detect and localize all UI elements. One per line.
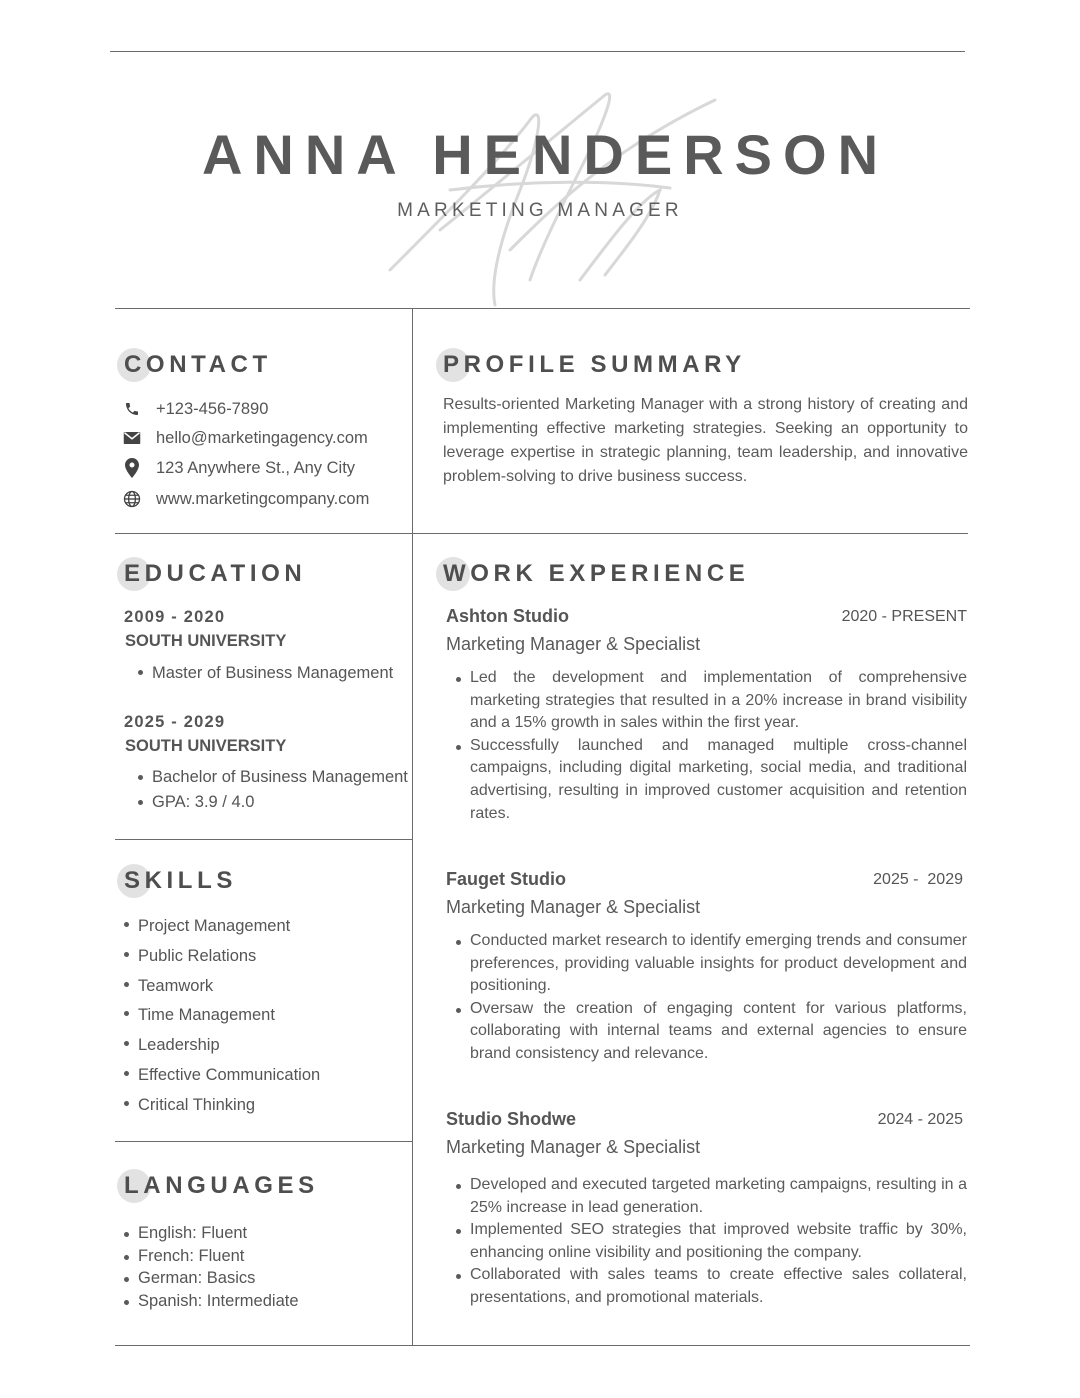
job-bullet: Oversaw the creation of engaging content for various platforms, collaborating with internal teams and external agencies to ensure brand consistency and relevance. bbox=[456, 998, 967, 1066]
job-bullet: Developed and executed targeted marketing campaigns, resulting in a 25% increase in lead generation. bbox=[456, 1174, 967, 1219]
job-entry bbox=[446, 606, 967, 825]
education-years: 2025 - 2029 bbox=[124, 713, 226, 731]
profile-summary-text: Results-oriented Marketing Manager with a strong history of creating and implementing effective marketing strategies. Seeking an opportunity to leverage expertise in strategic planning, team leadership, and innovative problem-solving to drive business success. bbox=[443, 396, 968, 485]
job-dates: 2024 - 2025 bbox=[877, 1111, 963, 1128]
skill-item: Leadership bbox=[124, 1031, 409, 1061]
job-bullet: Collaborated with sales teams to create effective sales collateral, presentations, and promotional materials. bbox=[456, 1264, 967, 1309]
job-dates: 2025 - 2029 bbox=[873, 871, 963, 888]
phone-icon bbox=[122, 399, 142, 419]
contact-website-text: www.marketingcompany.com bbox=[156, 489, 370, 508]
job-role: Marketing Manager & Specialist bbox=[446, 1137, 701, 1157]
job-entry bbox=[446, 1109, 967, 1310]
skill-item: Critical Thinking bbox=[124, 1091, 409, 1121]
skill-item: Teamwork bbox=[124, 972, 409, 1002]
mail-icon bbox=[122, 428, 142, 448]
contact-bottom-rule bbox=[115, 533, 968, 534]
job-role: Marketing Manager & Specialist bbox=[446, 897, 701, 917]
job-bullet: Led the development and implementation of comprehensive marketing strategies that resulted in a 20% increase in brand visibility and a 15% growth in sales within the first year. bbox=[456, 667, 967, 735]
location-pin-icon bbox=[122, 458, 142, 478]
education-years: 2009 - 2020 bbox=[124, 608, 226, 626]
skill-item: Project Management bbox=[124, 912, 409, 942]
contact-phone-text: +123-456-7890 bbox=[156, 399, 269, 418]
job-bullets bbox=[456, 1174, 967, 1310]
education-school: SOUTH UNIVERSITY bbox=[125, 737, 287, 755]
contact-address bbox=[122, 456, 355, 480]
candidate-name: ANNA HENDERSON bbox=[201, 123, 890, 186]
education-detail: Bachelor of Business Management bbox=[138, 765, 409, 790]
job-bullet: Conducted market research to identify emerging trends and consumer preferences, providing valuable insights for product development and positioning. bbox=[456, 930, 967, 998]
education-detail: GPA: 3.9 / 4.0 bbox=[138, 790, 409, 815]
top-rule bbox=[110, 51, 965, 52]
education-detail: Master of Business Management bbox=[138, 660, 409, 686]
education-details bbox=[138, 660, 409, 686]
education-bottom-rule bbox=[115, 839, 413, 840]
skill-item: Time Management bbox=[124, 1001, 409, 1031]
contact-phone bbox=[122, 397, 268, 421]
job-entry bbox=[446, 869, 967, 1066]
skill-item: Effective Communication bbox=[124, 1061, 409, 1091]
language-item: German: Basics bbox=[124, 1267, 409, 1290]
job-title: MARKETING MANAGER bbox=[397, 200, 683, 221]
job-role: Marketing Manager & Specialist bbox=[446, 634, 701, 654]
education-school: SOUTH UNIVERSITY bbox=[125, 632, 287, 650]
contact-email bbox=[122, 426, 368, 450]
education-entry bbox=[124, 711, 409, 815]
education-details bbox=[138, 765, 409, 815]
contact-website bbox=[122, 487, 369, 511]
job-bullets bbox=[456, 930, 967, 1066]
job-dates: 2020 - PRESENT bbox=[841, 608, 967, 625]
job-bullet: Successfully launched and managed multiple cross-channel campaigns, including digital marketing, social media, and traditional advertising, resulting in improved customer acquisition and retention rates. bbox=[456, 735, 967, 825]
skills-bottom-rule bbox=[115, 1141, 413, 1142]
bottom-rule bbox=[115, 1345, 970, 1346]
job-company: Studio Shodwe bbox=[446, 1109, 576, 1129]
contact-address-text: 123 Anywhere St., Any City bbox=[156, 458, 356, 477]
language-item: Spanish: Intermediate bbox=[124, 1290, 409, 1313]
language-item: French: Fluent bbox=[124, 1245, 409, 1268]
job-company: Fauget Studio bbox=[446, 869, 566, 889]
languages-list bbox=[124, 1222, 409, 1312]
skill-item: Public Relations bbox=[124, 942, 409, 972]
job-company: Ashton Studio bbox=[446, 606, 569, 626]
contact-email-text: hello@marketingagency.com bbox=[156, 428, 368, 447]
education-entry bbox=[124, 606, 409, 686]
column-divider bbox=[412, 308, 413, 1345]
language-item: English: Fluent bbox=[124, 1222, 409, 1245]
job-bullets bbox=[456, 667, 967, 825]
globe-icon bbox=[122, 489, 142, 509]
job-bullet: Implemented SEO strategies that improved website traffic by 30%, enhancing online visibility and positioning the company. bbox=[456, 1219, 967, 1264]
skills-list bbox=[124, 912, 409, 1121]
